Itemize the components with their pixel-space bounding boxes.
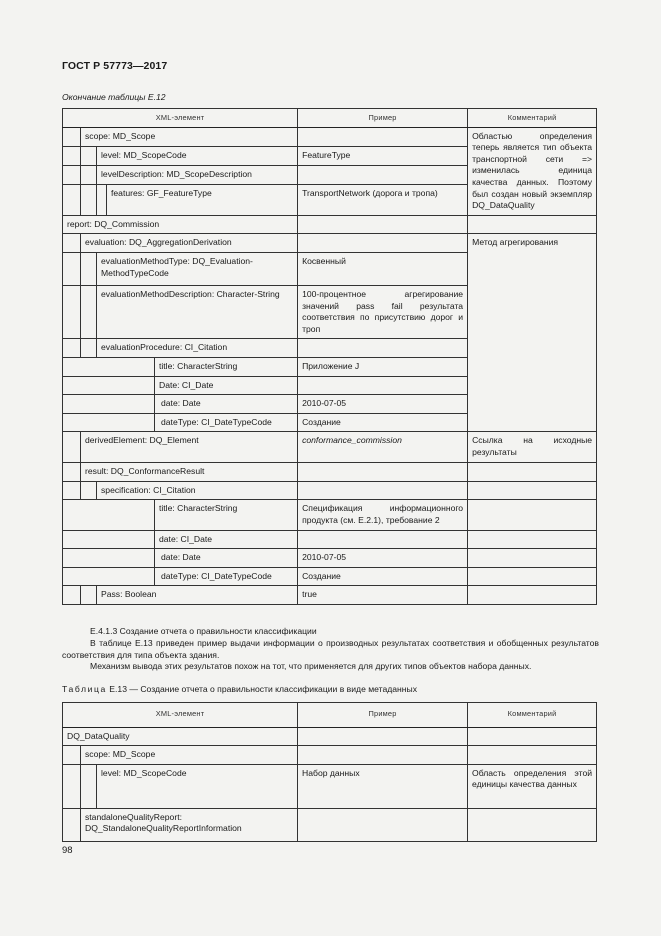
table-row <box>63 549 597 568</box>
example-cell: 2010-07-05 <box>298 395 468 414</box>
comment-cell <box>468 549 597 568</box>
table-row <box>63 567 597 586</box>
comment-cell <box>468 215 597 234</box>
comment-cell <box>468 808 597 841</box>
comment-cell <box>468 500 597 530</box>
table-row <box>63 530 597 549</box>
element-cell: evaluationProcedure: CI_Citation <box>97 339 298 358</box>
example-cell <box>298 746 468 765</box>
element-cell: evaluationMethodType: DQ_Evaluation-MethodTypeCode <box>97 252 298 285</box>
table-row <box>63 481 597 500</box>
section-heading: Е.4.1.3 Создание отчета о правильности классификации <box>90 626 317 636</box>
element-cell: scope: MD_Scope <box>81 127 298 146</box>
comment-cell: Областью определения теперь является тип объекта транспортной сети => изменилась единица качества данных. Поэтому был создан новый экземпляр DQ_DataQuality <box>468 127 597 215</box>
example-cell <box>298 376 468 395</box>
paragraph: Механизм вывода этих результатов похож на тот, что применяется для других типов объектов набора данных. <box>90 661 532 672</box>
example-cell: Создание <box>298 413 468 432</box>
element-cell: evaluation: DQ_AggregationDerivation <box>81 234 298 253</box>
element-cell: DQ_DataQuality <box>63 727 298 746</box>
comment-cell <box>468 463 597 482</box>
col-header-comment: Комментарий <box>468 703 597 728</box>
table-row <box>63 727 597 746</box>
element-cell: date: Date <box>155 549 298 568</box>
example-cell <box>298 215 468 234</box>
example-cell <box>298 727 468 746</box>
table1-caption: Окончание таблицы Е.12 <box>62 92 166 102</box>
table2-caption-label: Таблица <box>62 684 107 694</box>
element-cell: date: CI_Date <box>155 530 298 549</box>
comment-cell <box>468 481 597 500</box>
example-cell: FeatureType <box>298 146 468 165</box>
example-cell: Создание <box>298 567 468 586</box>
example-cell: true <box>298 586 468 605</box>
element-cell: specification: CI_Citation <box>97 481 298 500</box>
table-row <box>63 432 597 463</box>
example-cell: Набор данных <box>298 764 468 808</box>
table-row <box>63 127 597 146</box>
example-cell: Спецификация информационного продукта (см. Е.2.1), требование 2 <box>298 500 468 530</box>
example-cell <box>298 481 468 500</box>
col-header-element: XML-элемент <box>63 109 298 128</box>
example-cell <box>298 463 468 482</box>
element-cell: derivedElement: DQ_Element <box>81 432 298 463</box>
element-cell: evaluationMethodDescription: Character-String <box>97 285 298 338</box>
element-cell: scope: MD_Scope <box>81 746 298 765</box>
element-cell: dateType: CI_DateTypeCode <box>155 567 298 586</box>
comment-cell <box>468 727 597 746</box>
table-row <box>63 764 597 808</box>
example-cell <box>298 808 468 841</box>
element-cell: standaloneQualityReport: DQ_StandaloneQualityReportInformation <box>81 808 298 841</box>
element-cell: report: DQ_Commission <box>63 215 298 234</box>
comment-cell <box>468 530 597 549</box>
table-header-row <box>63 703 597 728</box>
element-cell: result: DQ_ConformanceResult <box>81 463 298 482</box>
paragraph: В таблице Е.13 приведен пример выдачи информации о производных результатах соответствия и обобщенных результатов соответствия для типа объекта здания. <box>62 637 599 660</box>
comment-cell <box>468 567 597 586</box>
table2-caption <box>62 684 417 694</box>
table-row <box>63 215 597 234</box>
example-cell: Косвенный <box>298 252 468 285</box>
example-cell: 2010-07-05 <box>298 549 468 568</box>
example-cell: TransportNetwork (дорога и тропа) <box>298 184 468 215</box>
table-row <box>63 808 597 841</box>
element-cell: level: MD_ScopeCode <box>97 146 298 165</box>
element-cell: levelDescription: MD_ScopeDescription <box>97 165 298 184</box>
table-row <box>63 586 597 605</box>
col-header-example: Пример <box>298 109 468 128</box>
example-cell: 100-процентное агрегирование значений pass fail результата соответствия по присутствию дорог и троп <box>298 285 468 338</box>
table-row <box>63 234 597 253</box>
table-header-row <box>63 109 597 128</box>
element-cell: Pass: Boolean <box>97 586 298 605</box>
table-e13 <box>62 702 597 842</box>
element-cell: title: CharacterString <box>155 500 298 530</box>
example-cell <box>298 127 468 146</box>
document-header: ГОСТ Р 57773—2017 <box>62 60 168 72</box>
col-header-element: XML-элемент <box>63 703 298 728</box>
example-cell <box>298 234 468 253</box>
example-cell: Приложение J <box>298 357 468 376</box>
col-header-comment: Комментарий <box>468 109 597 128</box>
example-cell <box>298 530 468 549</box>
example-cell <box>298 165 468 184</box>
table-row <box>63 746 597 765</box>
col-header-example: Пример <box>298 703 468 728</box>
comment-cell <box>468 746 597 765</box>
table-row <box>63 463 597 482</box>
comment-cell: Ссылка на исходные результаты <box>468 432 597 463</box>
comment-cell: Метод агрегирования <box>468 234 597 432</box>
element-cell: level: MD_ScopeCode <box>97 764 298 808</box>
table-e12-end <box>62 108 597 605</box>
element-cell: features: GF_FeatureType <box>107 184 298 215</box>
comment-cell: Область определения этой единицы качества данных <box>468 764 597 808</box>
table2-caption-text: Е.13 — Создание отчета о правильности классификации в виде метаданных <box>106 684 418 694</box>
element-cell: Date: CI_Date <box>155 376 298 395</box>
element-cell: date: Date <box>155 395 298 414</box>
page-number: 98 <box>62 845 73 856</box>
example-cell: conformance_commission <box>298 432 468 463</box>
element-cell: dateType: CI_DateTypeCode <box>155 413 298 432</box>
body-text <box>62 626 599 673</box>
element-cell: title: CharacterString <box>155 357 298 376</box>
comment-cell <box>468 586 597 605</box>
table-row <box>63 500 597 530</box>
example-cell <box>298 339 468 358</box>
